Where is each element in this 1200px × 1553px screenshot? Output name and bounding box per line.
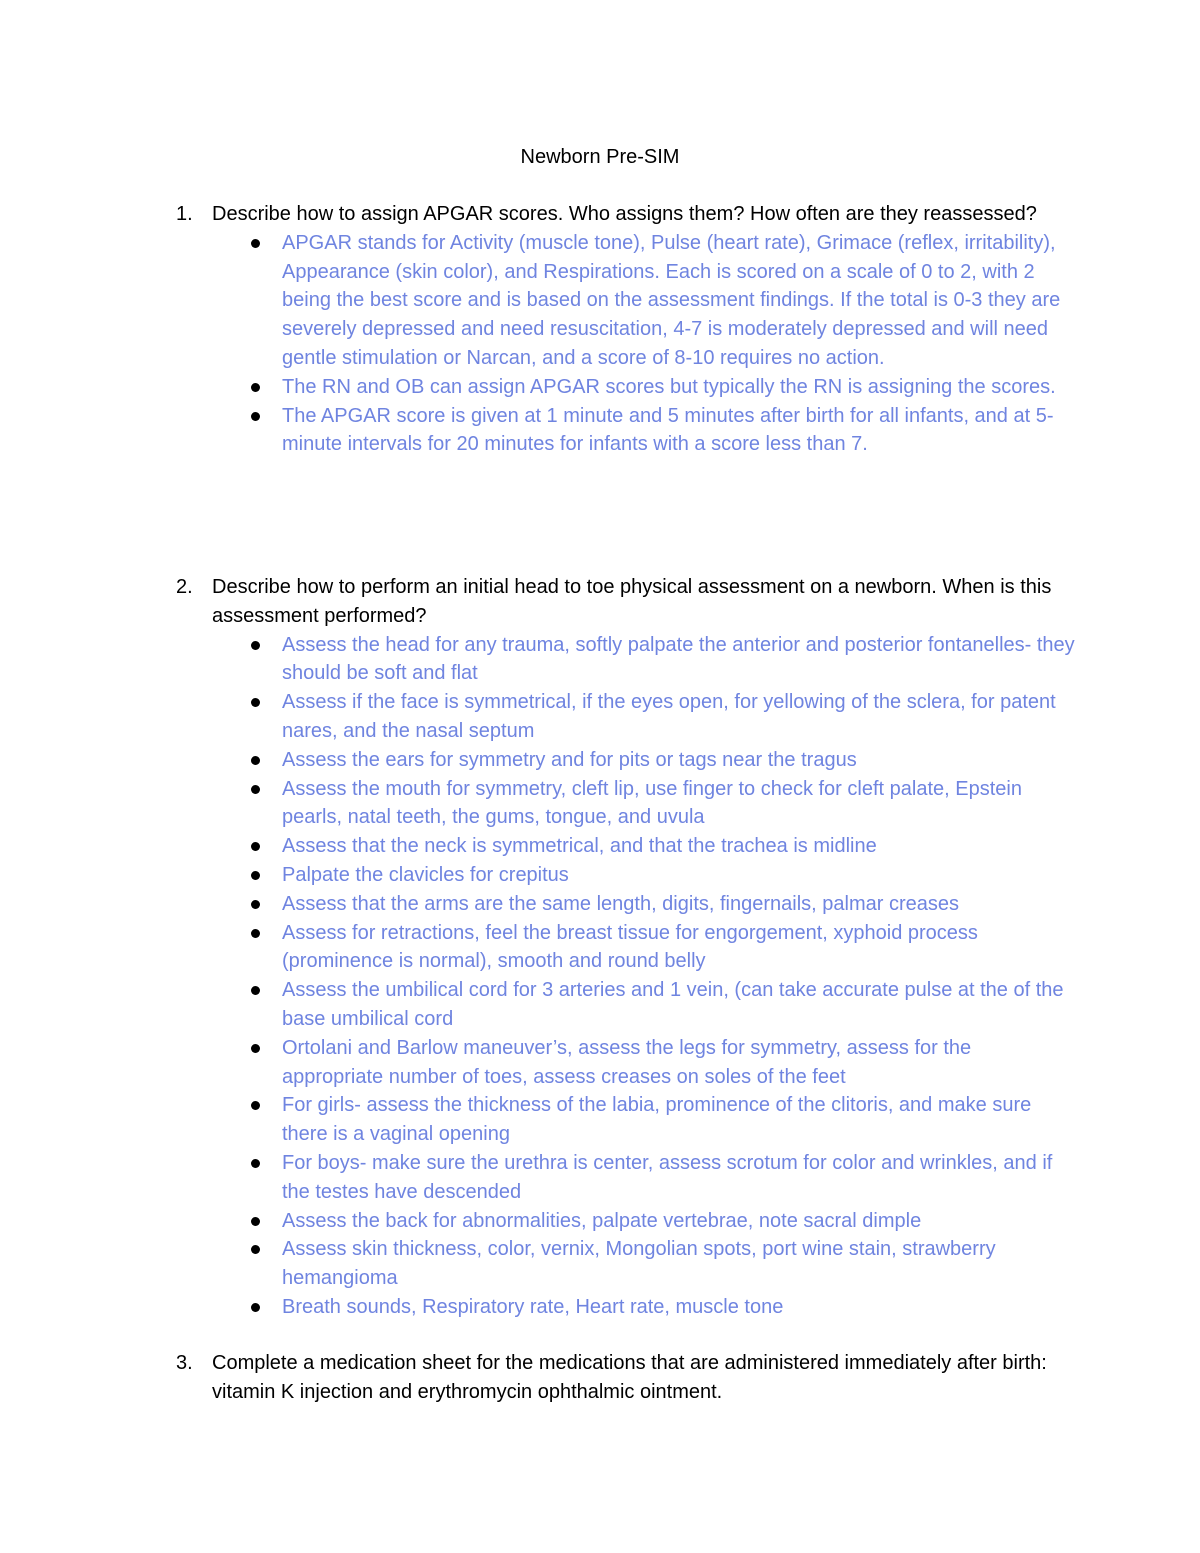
answer-text: For girls- assess the thickness of the labia, prominence of the clitoris, and make sure there is a vaginal opening <box>282 1094 1032 1146</box>
bullet-icon <box>251 1044 260 1053</box>
answer-item <box>176 1235 1076 1293</box>
answer-item <box>176 688 1076 746</box>
answer-list <box>176 631 1076 1322</box>
answer-text: Assess the mouth for symmetry, cleft lip, use finger to check for cleft palate, Epstein pearls, natal teeth, the gums, tongue, and uvula <box>282 777 1022 829</box>
answer-text: For boys- make sure the urethra is center, assess scrotum for color and wrinkles, and if the testes have descended <box>282 1151 1053 1203</box>
bullet-icon <box>251 871 260 880</box>
answer-item <box>176 373 1076 402</box>
answer-item <box>176 229 1076 373</box>
bullet-icon <box>251 239 260 248</box>
bullet-icon <box>251 900 260 909</box>
answer-text: Ortolani and Barlow maneuver’s, assess the legs for symmetry, assess for the appropriate number of toes, assess creases on soles of the feet <box>282 1036 972 1088</box>
bullet-icon <box>251 1159 260 1168</box>
answer-text: Assess the back for abnormalities, palpate vertebrae, note sacral dimple <box>282 1209 922 1232</box>
bullet-icon <box>251 1245 260 1254</box>
bullet-icon <box>251 842 260 851</box>
bullet-icon <box>251 986 260 995</box>
question-3 <box>176 1349 1076 1407</box>
bullet-icon <box>251 1217 260 1226</box>
answer-item <box>176 1207 1076 1236</box>
answer-item <box>176 631 1076 689</box>
answer-item <box>176 1034 1076 1092</box>
answer-item <box>176 402 1076 460</box>
answer-text: The RN and OB can assign APGAR scores but typically the RN is assigning the scores. <box>282 375 1056 398</box>
question-number: 2. <box>176 576 193 598</box>
answer-item <box>176 746 1076 775</box>
answer-item <box>176 861 1076 890</box>
answer-text: Assess the umbilical cord for 3 arteries and 1 vein, (can take accurate pulse at the of the base umbilical cord <box>282 979 1064 1030</box>
answer-text: Assess that the neck is symmetrical, and that the trachea is midline <box>282 835 877 858</box>
answer-text: Palpate the clavicles for crepitus <box>282 863 569 886</box>
page-title: Newborn Pre-SIM <box>520 146 680 168</box>
answer-text: Assess for retractions, feel the breast tissue for engorgement, xyphoid process (prominence is normal), smooth and round belly <box>282 921 978 973</box>
question-number: 1. <box>176 203 193 225</box>
answer-text: Assess the head for any trauma, softly palpate the anterior and posterior fontanelles- they should be soft and flat <box>282 633 1075 685</box>
answer-text: Breath sounds, Respiratory rate, Heart rate, muscle tone <box>282 1295 784 1318</box>
bullet-icon <box>251 1101 260 1110</box>
bullet-icon <box>251 785 260 794</box>
question-2 <box>176 573 1076 1322</box>
bullet-icon <box>251 1303 260 1312</box>
answer-item <box>176 890 1076 919</box>
answer-text: APGAR stands for Activity (muscle tone), Pulse (heart rate), Grimace (reflex, irritability), Appearance (skin color), and Respirations. Each is scored on a scale of 0 to 2, with 2 being the best score and is based on the assessment findings. If the total is 0-3 they are severely depressed and need resuscitation, 4-7 is moderately depressed and will need gentle stimulation or Narcan, and a score of 8-10 requires no action. <box>282 231 1061 369</box>
answer-text: Assess if the face is symmetrical, if the eyes open, for yellowing of the sclera, for patent nares, and the nasal septum <box>282 691 1056 742</box>
answer-text: Assess skin thickness, color, vernix, Mongolian spots, port wine stain, strawberry hemangioma <box>282 1238 996 1290</box>
answer-item <box>176 1293 1076 1322</box>
bullet-icon <box>251 756 260 765</box>
question-text: Describe how to assign APGAR scores. Who assigns them? How often are they reassessed? <box>212 203 1037 225</box>
question-1 <box>176 200 1076 459</box>
answer-text: Assess the ears for symmetry and for pits or tags near the tragus <box>282 748 857 771</box>
answer-item <box>176 775 1076 833</box>
bullet-icon <box>251 412 260 421</box>
answer-text: Assess that the arms are the same length, digits, fingernails, palmar creases <box>282 892 959 915</box>
answer-item <box>176 832 1076 861</box>
question-text: Describe how to perform an initial head to toe physical assessment on a newborn. When is this assessment performed? <box>212 576 1052 627</box>
question-number: 3. <box>176 1352 193 1374</box>
answer-text: The APGAR score is given at 1 minute and 5 minutes after birth for all infants, and at 5-minute intervals for 20 minutes for infants with a score less than 7. <box>282 404 1054 456</box>
answer-item <box>176 976 1076 1034</box>
answer-item <box>176 1149 1076 1207</box>
question-text: Complete a medication sheet for the medications that are administered immediately after birth: vitamin K injection and erythromycin ophthalmic ointment. <box>212 1352 1047 1403</box>
bullet-icon <box>251 698 260 707</box>
answer-list <box>176 229 1076 459</box>
bullet-icon <box>251 383 260 392</box>
bullet-icon <box>251 929 260 938</box>
answer-item <box>176 1091 1076 1149</box>
bullet-icon <box>251 641 260 650</box>
answer-item <box>176 919 1076 977</box>
